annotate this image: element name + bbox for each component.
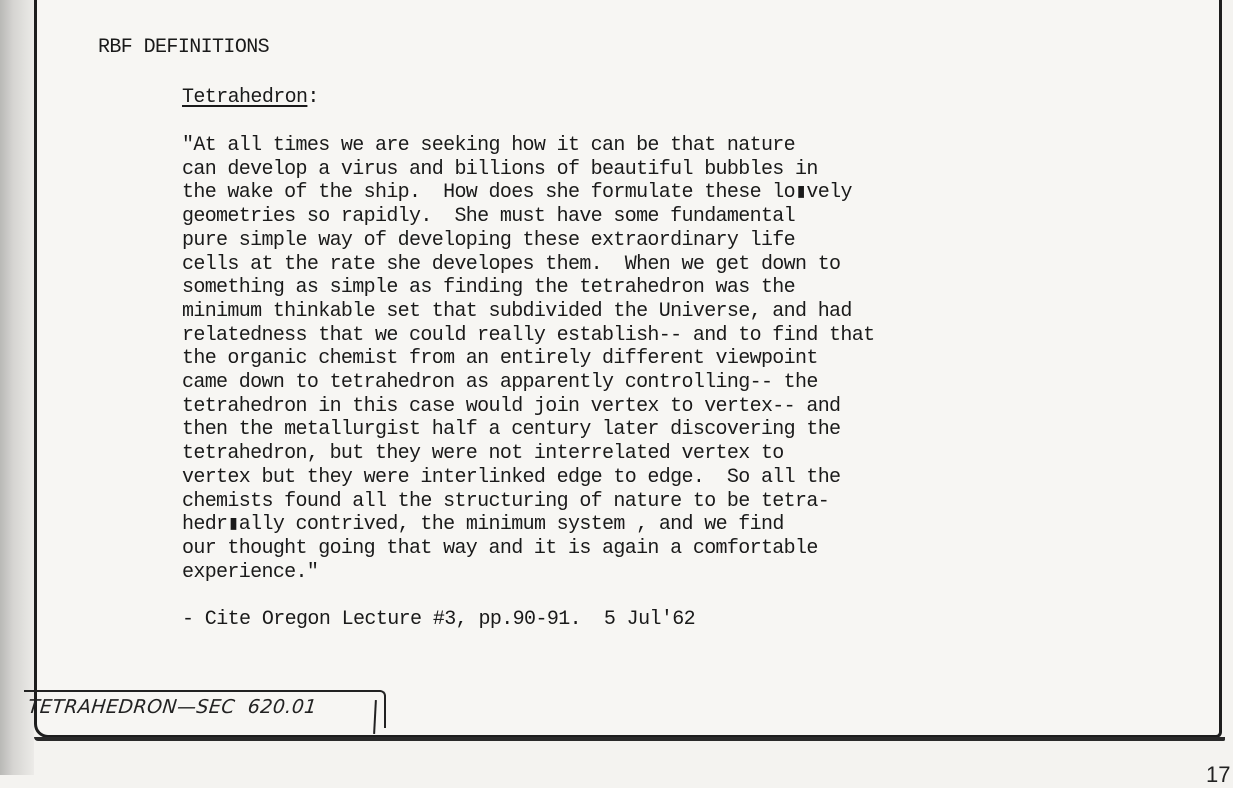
quote-line: can develop a virus and billions of beautiful bubbles in xyxy=(182,157,818,181)
quote-line: hedr▮ally contrived, the minimum system , and we find xyxy=(182,513,784,537)
quote-line: experience." xyxy=(182,560,319,584)
quote-line: chemists found all the structuring of nature to be tetra- xyxy=(182,489,830,513)
quote-line: our thought going that way and it is again a comfortable xyxy=(182,536,818,560)
quote-line: vertex but they were interlinked edge to edge. So all the xyxy=(182,465,841,489)
quote-line: the organic chemist from an entirely different viewpoint xyxy=(182,347,818,371)
quote-line: "At all times we are seeking how it can be that nature xyxy=(182,134,796,157)
quote-line: relatedness that we could really establish-- and to find that xyxy=(182,323,875,347)
quote-line: the wake of the ship. How does she formulate these lo▮vely xyxy=(182,181,852,205)
quote-line: pure simple way of developing these extraordinary life xyxy=(182,228,796,252)
quote-line: minimum thinkable set that subdivided the Universe, and had xyxy=(182,299,852,323)
quote-line: tetrahedron in this case would join vertex to vertex-- and xyxy=(182,394,841,418)
section-heading: RBF DEFINITIONS xyxy=(98,36,270,59)
quote-line: came down to tetrahedron as apparently controlling-- the xyxy=(182,371,818,395)
entry-title-text: Tetrahedron xyxy=(182,86,308,109)
quote-line: tetrahedron, but they were not interrelated vertex to xyxy=(182,442,784,466)
quote-body xyxy=(182,134,874,584)
quote-line: something as simple as finding the tetrahedron was the xyxy=(182,276,796,300)
entry-title xyxy=(182,86,319,110)
citation: - Cite Oregon Lecture #3, pp.90-91. 5 Jul'62 xyxy=(182,608,696,631)
handwritten-tag: TETRAHEDRON—SEC 620.01 xyxy=(26,696,318,718)
page-number: 17 xyxy=(1206,762,1231,787)
quote-line: cells at the rate she developes them. When we get down to xyxy=(182,252,841,276)
entry-title-colon: : xyxy=(307,86,319,109)
quote-line: geometries so rapidly. She must have some fundamental xyxy=(182,205,796,229)
quote-line: then the metallurgist half a century later discovering the xyxy=(182,418,841,442)
scan-shadow xyxy=(0,0,34,775)
